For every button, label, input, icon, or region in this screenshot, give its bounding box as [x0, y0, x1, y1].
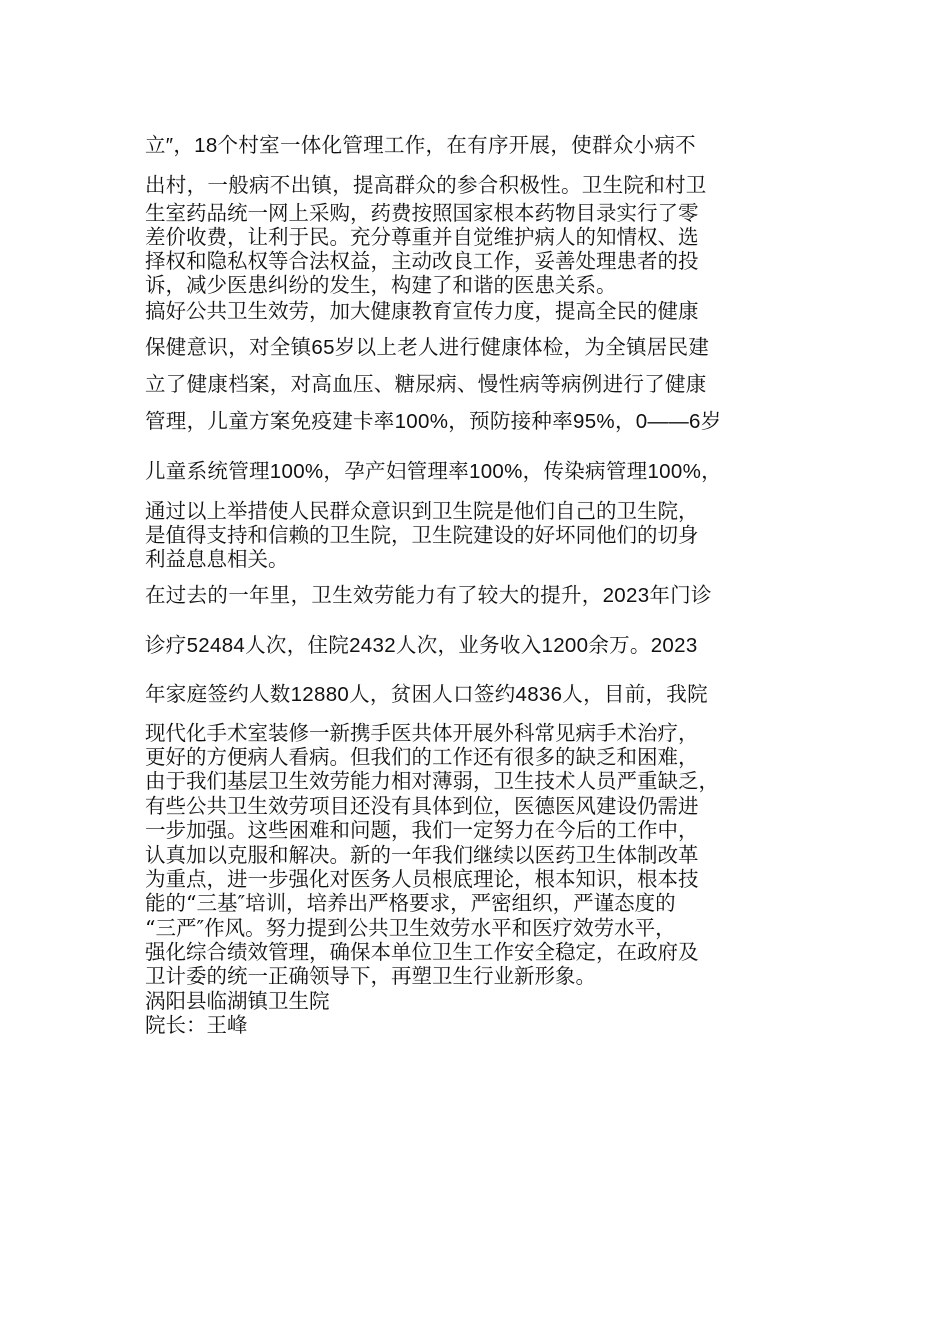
text-line: 能的“三基″培训，培养出严格要求，严密组织，严谨态度的 [145, 891, 676, 915]
text-line: 更好的方便病人看病。但我们的工作还有很多的缺乏和困难， [145, 745, 699, 769]
text-line: 由于我们基层卫生效劳能力相对薄弱，卫生技术人员严重缺乏， [145, 769, 719, 793]
text-line: 现代化手术室装修一新携手医共体开展外科常见病手术治疗， [145, 721, 699, 745]
text-line: 立了健康档案，对高血压、糖尿病、慢性病等病例进行了健康 [145, 373, 707, 396]
text-line: 生室药品统一网上采购，药费按照国家根本药物目录实行了零 [145, 201, 699, 225]
text-line: 择权和隐私权等合法权益，主动改良工作，妥善处理患者的投 [145, 249, 699, 273]
text-line: 差价收费，让利于民。充分尊重并自觉维护病人的知情权、选 [145, 225, 699, 249]
text-line: 儿童系统管理100%，孕产妇管理率100%，传染病管理100%， [145, 460, 722, 483]
signature-organization: 涡阳县临湖镇卫生院 [145, 989, 330, 1013]
text-line: 诉，减少医患纠纷的发生，构建了和谐的医患关系。 [145, 273, 617, 297]
text-line: 为重点，进一步强化对医务人员根底理论，根本知识，根本技 [145, 867, 699, 891]
text-line: 一步加强。这些困难和问题，我们一定努力在今后的工作中， [145, 818, 699, 842]
text-line: 认真加以克服和解决。新的一年我们继续以医药卫生体制改革 [145, 843, 699, 867]
text-line: 有些公共卫生效劳项目还没有具体到位，医德医风建设仍需进 [145, 794, 699, 818]
text-line: 出村，一般病不出镇，提高群众的参合积极性。卫生院和村卫 [145, 174, 707, 197]
text-line: 立″，18个村室一体化管理工作，在有序开展，使群众小病不 [145, 134, 696, 157]
text-line: 通过以上举措使人民群众意识到卫生院是他们自己的卫生院， [145, 499, 699, 523]
text-line: 卫计委的统一正确领导下，再塑卫生行业新形象。 [145, 964, 596, 988]
text-line: 搞好公共卫生效劳，加大健康教育宣传力度，提高全民的健康 [145, 299, 699, 323]
text-line: 年家庭签约人数12880人，贫困人口签约4836人，目前，我院 [145, 683, 708, 706]
text-line: “三严″作风。努力提到公共卫生效劳水平和医疗效劳水平， [145, 916, 676, 940]
text-line: 强化综合绩效管理，确保本单位卫生工作安全稳定，在政府及 [145, 940, 699, 964]
text-line: 管理，儿童方案免疫建卡率100%，预防接种率95%，0——6岁 [145, 410, 722, 433]
text-line: 诊疗52484人次，住院2432人次，业务收入1200余万。2023 [145, 634, 698, 657]
text-line: 是值得支持和信赖的卫生院，卫生院建设的好坏同他们的切身 [145, 523, 699, 547]
text-line: 在过去的一年里，卫生效劳能力有了较大的提升，2023年门诊 [145, 584, 712, 607]
signature-director: 院长：王峰 [145, 1013, 248, 1037]
text-line: 利益息息相关。 [145, 547, 289, 571]
text-line: 保健意识，对全镇65岁以上老人进行健康体检，为全镇居民建 [145, 336, 710, 359]
